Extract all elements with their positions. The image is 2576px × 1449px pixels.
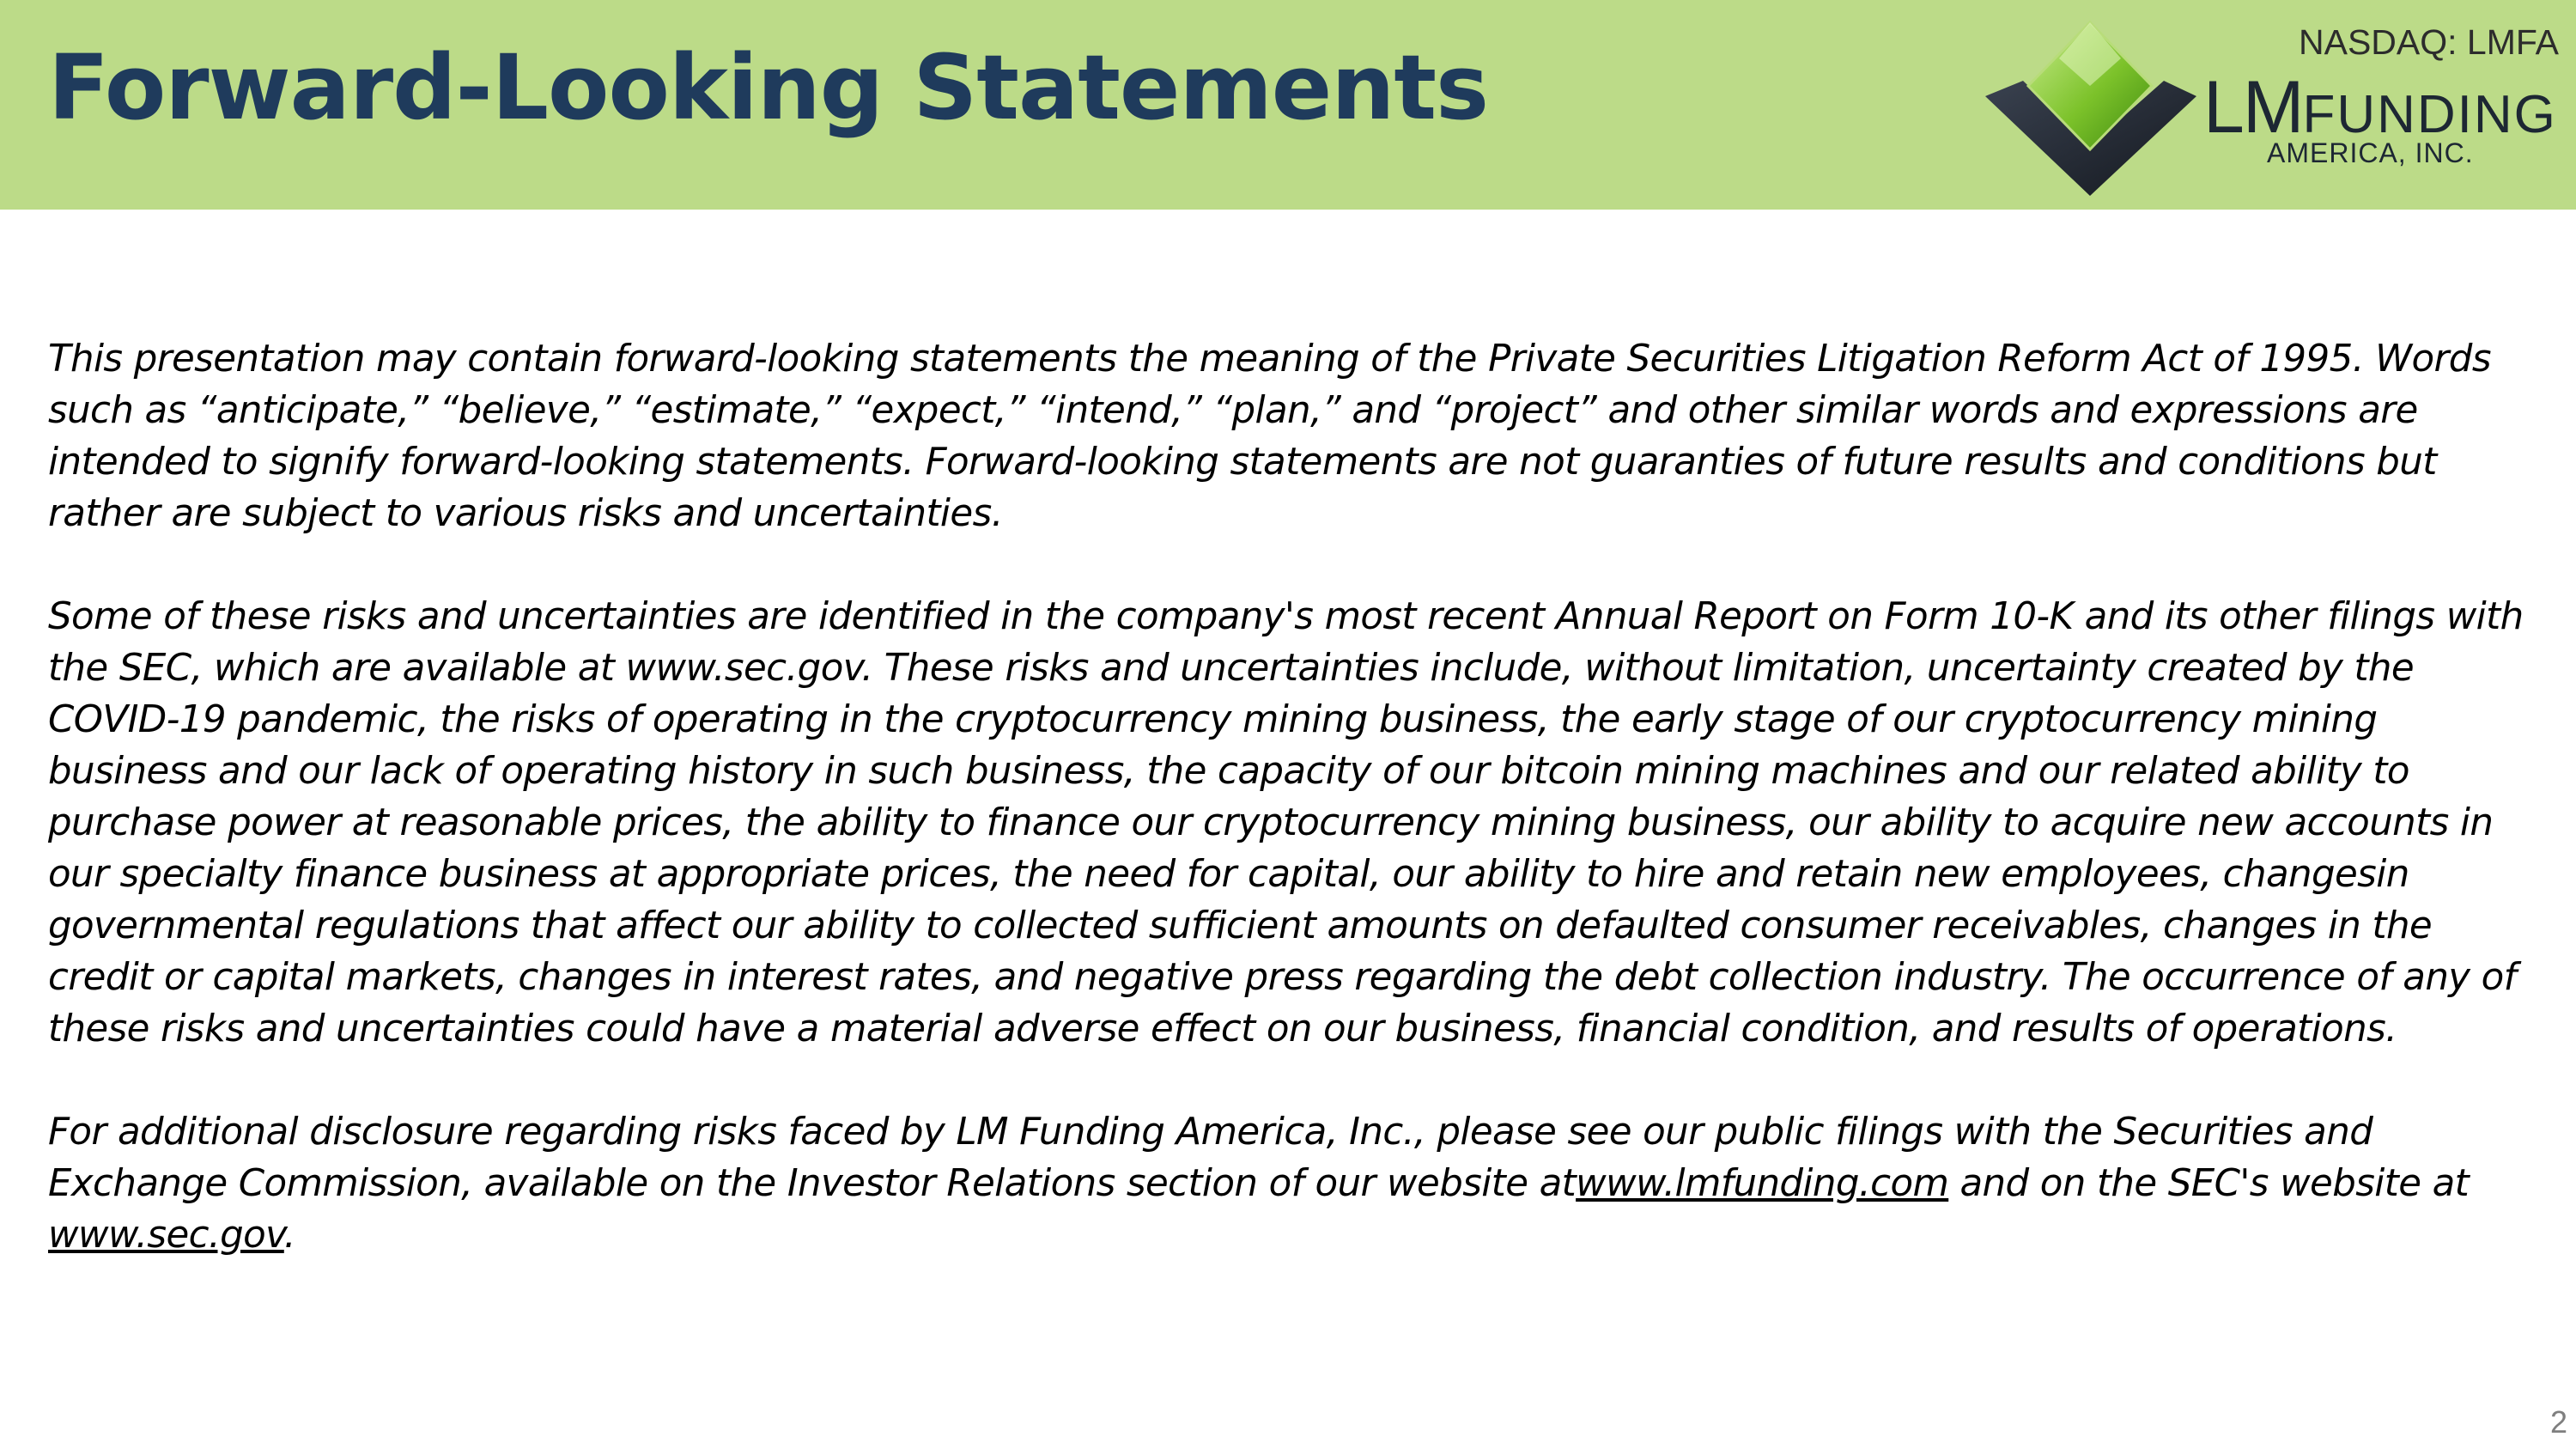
page-title: Forward-Looking Statements [48, 35, 1488, 140]
page-number: 2 [2549, 1404, 2567, 1440]
logo-wordmark-lm: LM [2203, 66, 2303, 149]
disclaimer-paragraph-3 [48, 1106, 2547, 1261]
paragraph-3-suffix: . [283, 1214, 296, 1257]
logo-wordmark [2203, 66, 2557, 149]
lmfunding-website-link[interactable]: www.lmfunding.com [1576, 1162, 1949, 1205]
lm-funding-logo-icon [1984, 17, 2198, 198]
logo-subtitle: AMERICA, INC. [2267, 137, 2474, 168]
disclaimer-body [48, 333, 2547, 1261]
ticker-label: NASDAQ: LMFA [2298, 22, 2559, 62]
logo-wordmark-funding: FUNDING [2302, 85, 2557, 144]
paragraph-3-prefix: For additional disclosure regarding risks faced by LM Funding America, Inc., please see our public filings with the Securities and Exchange Commission, available on the Investor Relations section of our website at [48, 1111, 2373, 1205]
paragraph-3-middle: and on the SEC's website at [1948, 1162, 2470, 1205]
disclaimer-paragraph-1: This presentation may contain forward-looking statements the meaning of the Private Securities Litigation Reform Act of 1995. Words such as “anticipate,” “believe,” “estimate,” “expect,” “intend,” “plan,” and “project” and other similar words and expressions are intended to signify forward-looking statements. Forward-looking statements are not guaranties of future results and conditions but rather are subject to various risks and uncertainties. [48, 338, 2491, 535]
sec-website-link[interactable]: www.sec.gov [48, 1214, 284, 1257]
disclaimer-paragraph-2: Some of these risks and uncertainties are identified in the company's most recent Annual Report on Form 10-K and its other filings with the SEC, which are available at www.sec.gov. These risks and uncertainties include, without limitation, uncertainty created by the COVID-19 pandemic, the risks of operating in the cryptocurrency mining business, the early stage of our cryptocurrency mining business and our lack of operating history in such business, the capacity of our bitcoin mining machines and our related ability to purchase power at reasonable prices, the ability to finance our cryptocurrency mining business, our ability to acquire new accounts in our specialty finance business at appropriate prices, the need for capital, our ability to hire and retain new employees, changesin governmental regulations that affect our ability to collected sufficient amounts on defaulted consumer receivables, changes in the credit or capital markets, changes in interest rates, and negative press regarding the debt collection industry. The occurrence of any of these risks and uncertainties could have a material adverse effect on our business, financial condition, and results of operations. [48, 595, 2524, 1050]
